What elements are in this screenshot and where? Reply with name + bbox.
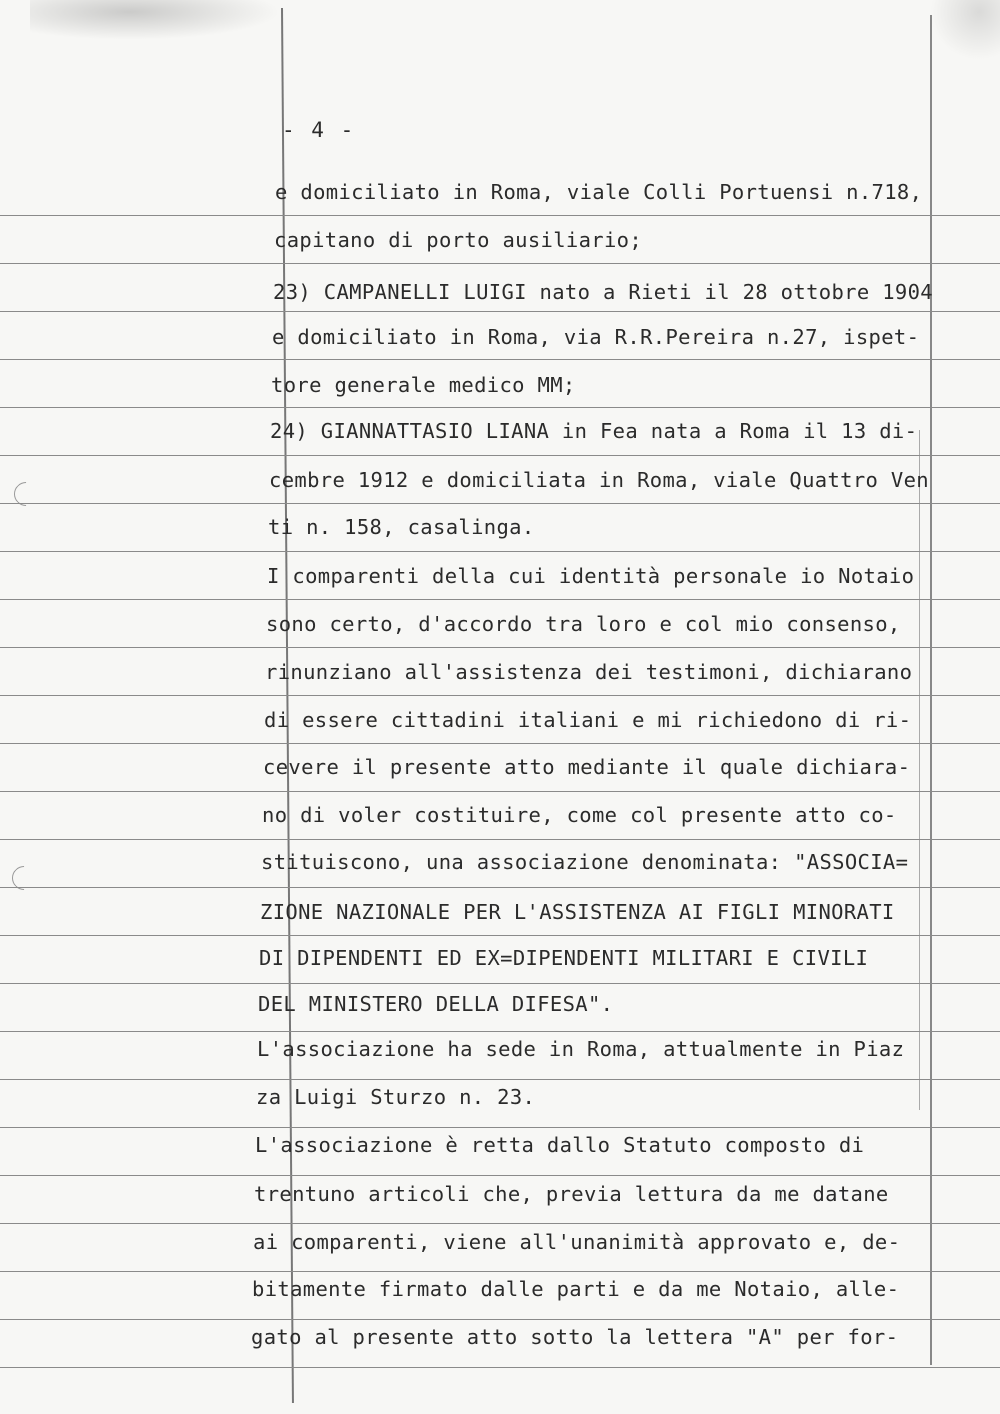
text-line: za Luigi Sturzo n. 23. (256, 1085, 536, 1109)
ruled-line (0, 983, 1000, 984)
ruled-line (0, 1175, 1000, 1176)
ruled-line (0, 1031, 1000, 1032)
text-line: ai comparenti, viene all'unanimità approvato e, de- (253, 1230, 901, 1254)
text-line: DI DIPENDENTI ED EX=DIPENDENTI MILITARI E CIVILI (259, 946, 869, 970)
text-line: I comparenti della cui identità personale io Notaio (267, 564, 915, 588)
text-line: L'associazione ha sede in Roma, attualmente in Piaz (257, 1037, 905, 1061)
text-line: DEL MINISTERO DELLA DIFESA". (258, 992, 614, 1016)
scan-noise (930, 0, 1000, 60)
ruled-line (0, 551, 1000, 552)
ruled-line (0, 1127, 1000, 1128)
text-line: e domiciliato in Roma, viale Colli Portuensi n.718, (275, 180, 923, 204)
text-line: L'associazione è retta dallo Statuto composto di (255, 1133, 865, 1157)
ruled-line (0, 503, 1000, 504)
ruled-line (0, 215, 1000, 216)
text-line: rinunziano all'assistenza dei testimoni, dichiarano (265, 660, 913, 684)
ruled-line (0, 1367, 1000, 1368)
ruled-line (0, 791, 1000, 792)
text-line: bitamente firmato dalle parti e da me Notaio, alle- (252, 1277, 900, 1301)
ruled-line (0, 1271, 1000, 1272)
page-number: - 4 - (282, 118, 356, 142)
ruled-line (0, 839, 1000, 840)
text-line: e domiciliato in Roma, via R.R.Pereira n.27, ispet- (272, 325, 920, 349)
ruled-line (0, 1319, 1000, 1320)
right-margin-rule (930, 15, 932, 1365)
ruled-line (0, 1223, 1000, 1224)
ruled-line (0, 887, 1000, 888)
ruled-line (0, 935, 1000, 936)
text-line: ZIONE NAZIONALE PER L'ASSISTENZA AI FIGLI MINORATI (260, 900, 895, 924)
text-line: 24) GIANNATTASIO LIANA in Fea nata a Roma il 13 di- (270, 419, 918, 443)
text-line: sono certo, d'accordo tra loro e col mio consenso, (266, 612, 901, 636)
ruled-line (0, 599, 1000, 600)
right-margin-rule-inner (919, 430, 920, 1110)
text-line: cembre 1912 e domiciliata in Roma, viale Quattro Ven (269, 468, 929, 492)
text-line: trentuno articoli che, previa lettura da me datane (254, 1182, 889, 1206)
text-line: ti n. 158, casalinga. (268, 515, 535, 539)
ruled-line (0, 311, 1000, 312)
ruled-line (0, 359, 1000, 360)
text-line: gato al presente atto sotto la lettera "A" per for- (251, 1325, 899, 1349)
text-line: no di voler costituire, come col presente atto co- (262, 803, 897, 827)
ruled-line (0, 647, 1000, 648)
text-line: cevere il presente atto mediante il quale dichiara- (263, 755, 911, 779)
ruled-line (0, 1079, 1000, 1080)
ruled-line (0, 743, 1000, 744)
text-line: 23) CAMPANELLI LUIGI nato a Rieti il 28 ottobre 1904 (273, 280, 933, 304)
punch-hole (9, 477, 43, 511)
scan-noise (30, 0, 280, 40)
text-line: tore generale medico MM; (271, 373, 576, 397)
ruled-line (0, 455, 1000, 456)
ruled-line (0, 695, 1000, 696)
ruled-line (0, 263, 1000, 264)
text-line: stituiscono, una associazione denominata: "ASSOCIA= (261, 850, 909, 874)
text-line: di essere cittadini italiani e mi richiedono di ri- (264, 708, 912, 732)
text-line: capitano di porto ausiliario; (274, 228, 643, 252)
punch-hole (7, 861, 41, 895)
ruled-line (0, 407, 1000, 408)
